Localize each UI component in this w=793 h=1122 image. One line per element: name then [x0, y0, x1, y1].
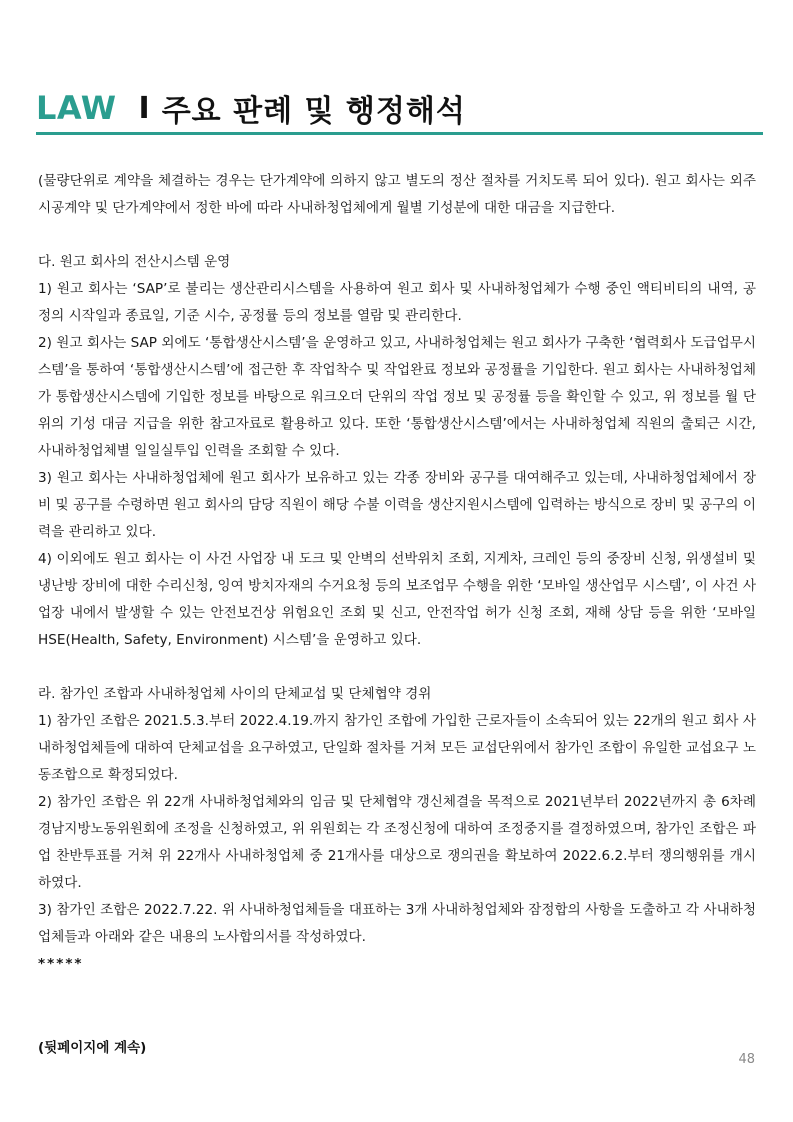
- page-title: 주요 판례 및 행정해석: [161, 94, 466, 129]
- paragraph-gap: [38, 222, 756, 249]
- section-label: LAW: [36, 89, 117, 127]
- paragraph-gap: [38, 654, 756, 681]
- paragraph-ra-1: 1) 참가인 조합은 2021.5.3.부터 2022.4.19.까지 참가인 조합에 가입한 근로자들이 소속되어 있는 22개의 원고 회사 사내하청업체들에 대하여 단체교섭을 요구하였고, 단일화 절차를 거쳐 모든 교섭단위에서 참가인 조합이 유일한 교섭요구 노동조합으로 확정되었다.: [38, 713, 756, 783]
- section-heading-da: 다. 원고 회사의 전산시스템 운영: [38, 254, 231, 270]
- page-header: [36, 86, 763, 130]
- continued-note: (뒷페이지에 계속): [38, 1040, 147, 1056]
- paragraph-da-1: 1) 원고 회사는 ‘SAP’로 불리는 생산관리시스템을 사용하여 원고 회사 및 사내하청업체가 수행 중인 액티비티의 내역, 공정의 시작일과 종료일, 기준 시수, 공정률 등의 정보를 열람 및 관리한다.: [38, 281, 756, 324]
- paragraph-da-4: 4) 이외에도 원고 회사는 이 사건 사업장 내 도크 및 안벽의 선박위치 조회, 지게차, 크레인 등의 중장비 신청, 위생설비 및 냉난방 장비에 대한 수리신청, 잉여 방치자재의 수거요청 등의 보조업무 수행을 위한 ‘모바일 생산업무 시스템’, 이 사건 사업장 내에서 발생할 수 있는 안전보건상 위험요인 조회 및 신고, 안전작업 허가 신청 조회, 재해 상담 등을 위한 ‘모바일 HSE(Health, Safety, Environment) 시스템’을 운영하고 있다.: [38, 551, 756, 648]
- paragraph-ra-2: 2) 참가인 조합은 위 22개 사내하청업체와의 임금 및 단체협약 갱신체결을 목적으로 2021년부터 2022년까지 총 6차례 경남지방노동위원회에 조정을 신청하였고, 위 위원회는 각 조정신청에 대하여 조정중지를 결정하였으며, 참가인 조합은 파업 찬반투표를 거쳐 위 22개사 사내하청업체 중 21개사를 대상으로 쟁의권을 확보하여 2022.6.2.부터 쟁의행위를 개시하였다.: [38, 794, 756, 891]
- header-separator: I: [138, 90, 150, 126]
- paragraph-da-2: 2) 원고 회사는 SAP 외에도 ‘통합생산시스템’을 운영하고 있고, 사내하청업체는 원고 회사가 구축한 ‘협력회사 도급업무시스템’을 통하여 ‘통합생산시스템’에 접근한 후 작업착수 및 작업완료 정보와 공정률을 기입한다. 원고 회사는 사내하청업체가 통합생산시스템에 기입한 정보를 바탕으로 워크오더 단위의 작업 정보 및 공정률 등을 확인할 수 있고, 위 정보를 월 단위의 기성 대금 지급을 위한 참고자료로 활용하고 있다. 또한 ‘통합생산시스템’에서는 사내하청업체 직원의 출퇴근 시간, 사내하청업체별 일일실투입 인력을 조회할 수 있다.: [38, 335, 756, 459]
- intro-paragraph: (물량단위로 계약을 체결하는 경우는 단가계약에 의하지 않고 별도의 정산 절차를 거치도록 되어 있다). 원고 회사는 외주 시공계약 및 단가계약에서 정한 바에 따라 사내하청업체에게 월별 기성분에 대한 대금을 지급한다.: [38, 173, 756, 216]
- section-heading-ra: 라. 참가인 조합과 사내하청업체 사이의 단체교섭 및 단체협약 경위: [38, 686, 432, 702]
- paragraph-da-3: 3) 원고 회사는 사내하청업체에 원고 회사가 보유하고 있는 각종 장비와 공구를 대여해주고 있는데, 사내하청업체에서 장비 및 공구를 수령하면 원고 회사의 담당 직원이 해당 수불 이력을 생산지원시스템에 입력하는 방식으로 장비 및 공구의 이력을 관리하고 있다.: [38, 470, 756, 540]
- page-number: 48: [738, 1052, 755, 1067]
- paragraph-ra-3: 3) 참가인 조합은 2022.7.22. 위 사내하청업체들을 대표하는 3개 사내하청업체와 잠정합의 사항을 도출하고 각 사내하청업체들과 아래와 같은 내용의 노사합의서를 작성하였다.: [38, 902, 756, 945]
- header-rule: [36, 132, 763, 135]
- document-body: [38, 168, 756, 978]
- omission-stars: *****: [38, 956, 84, 972]
